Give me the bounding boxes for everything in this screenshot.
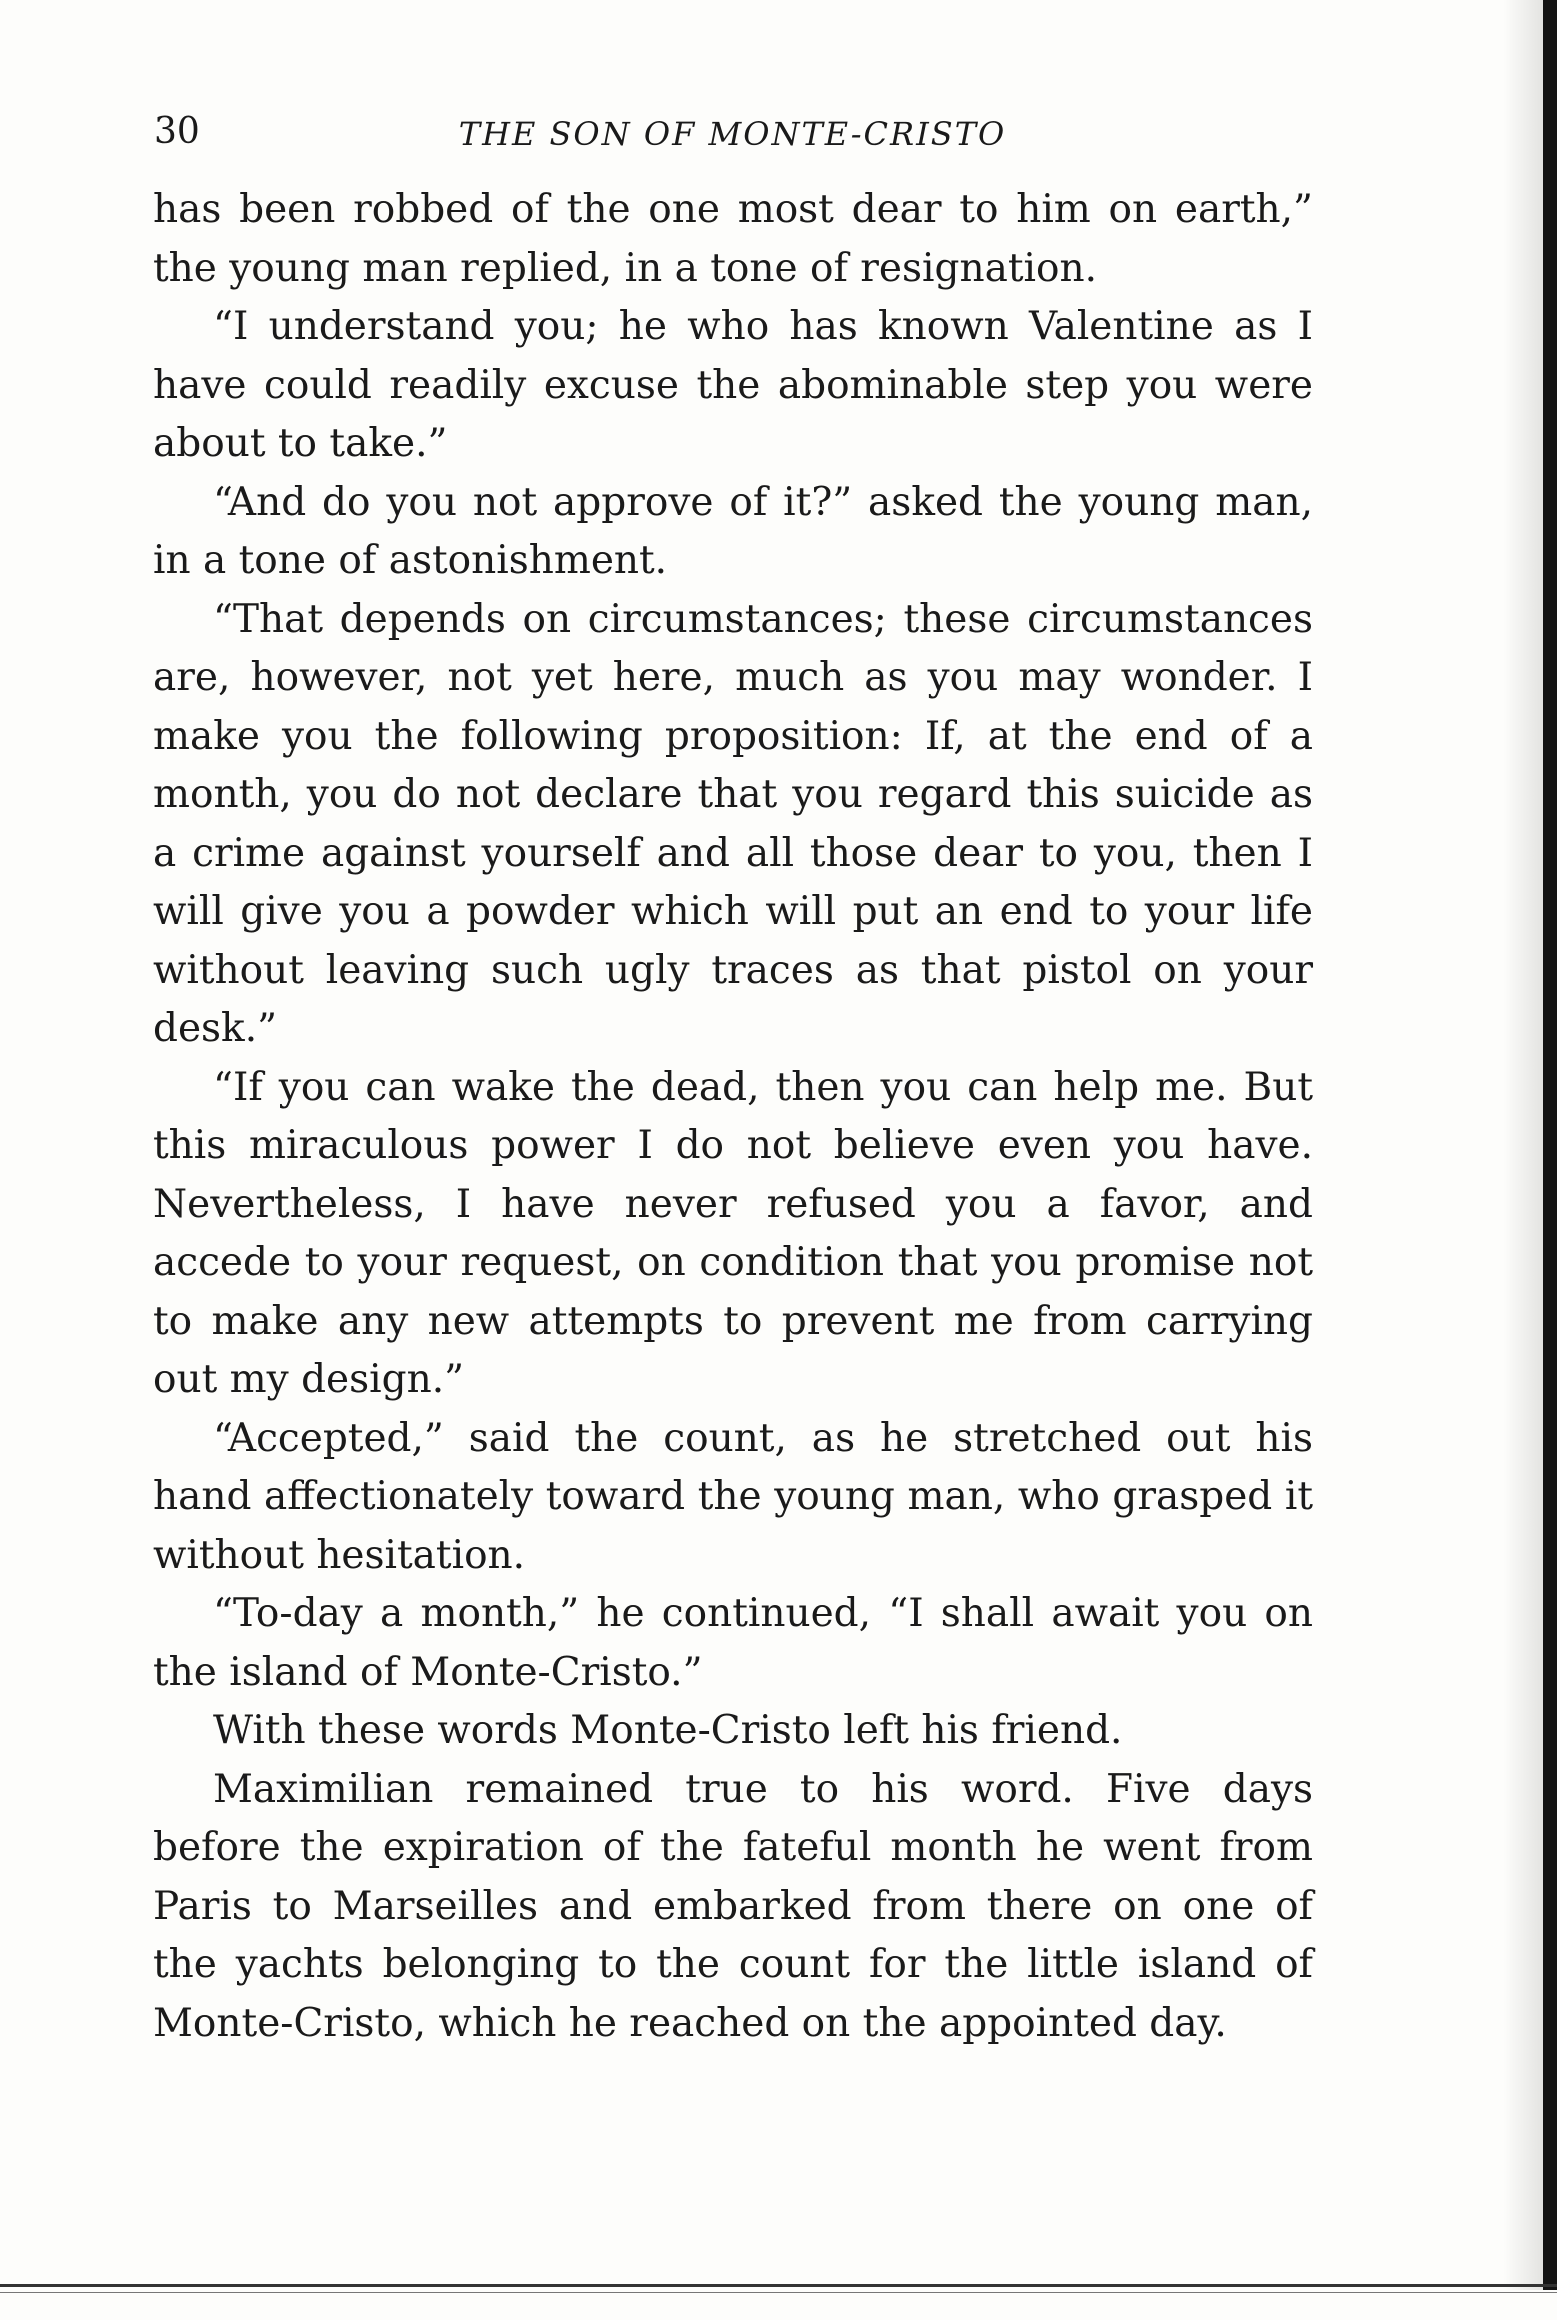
bottom-edge-rule-thin xyxy=(0,2292,1557,2293)
paragraph: has been robbed of the one most dear to him on earth,” the young man replied, in a tone of resignation. xyxy=(153,187,1313,291)
page-header xyxy=(150,108,1315,168)
body-text xyxy=(153,181,1313,2053)
book-spine-edge xyxy=(1543,0,1557,2290)
paragraph: “If you can wake the dead, then you can help me. But this miraculous power I do not believe even you have. Nevertheless, I have never refused you a favor, and accede to your request, on condition that you promise not to make any new attempts to prevent me from carrying out my design.” xyxy=(153,1064,1313,1402)
paragraph: “Accepted,” said the count, as he stretched out his hand affectionately toward the young man, who grasped it without hesitation. xyxy=(153,1415,1313,1578)
paragraph: “I understand you; he who has known Valentine as I have could readily excuse the abominable step you were about to take.” xyxy=(153,304,1313,466)
paragraph: With these words Monte-Cristo left his friend. xyxy=(213,1708,1123,1753)
bottom-edge-rule xyxy=(0,2284,1557,2287)
running-title: THE SON OF MONTE-CRISTO xyxy=(458,115,1007,153)
page-number: 30 xyxy=(154,111,200,152)
binding-shadow xyxy=(1503,0,1543,2290)
paragraph: Maximilian remained true to his word. Five days before the expiration of the fateful month he went from Paris to Marseilles and embarked from there on one of the yachts belonging to the count for the little island of Monte-Cristo, which he reached on the appointed day. xyxy=(153,1766,1313,2046)
paragraph: “To-day a month,” he continued, “I shall await you on the island of Monte-Cristo.” xyxy=(153,1591,1313,1695)
paragraph: “And do you not approve of it?” asked the young man, in a tone of astonishment. xyxy=(153,479,1313,583)
paragraph: “That depends on circumstances; these circumstances are, however, not yet here, much as you may wonder. I make you the following proposition: If, at the end of a month, you do not declare that you regard this suicide as a crime against yourself and all those dear to you, then I will give you a powder which will put an end to your life without leaving such ugly traces as that pistol on your desk.” xyxy=(153,596,1313,1051)
